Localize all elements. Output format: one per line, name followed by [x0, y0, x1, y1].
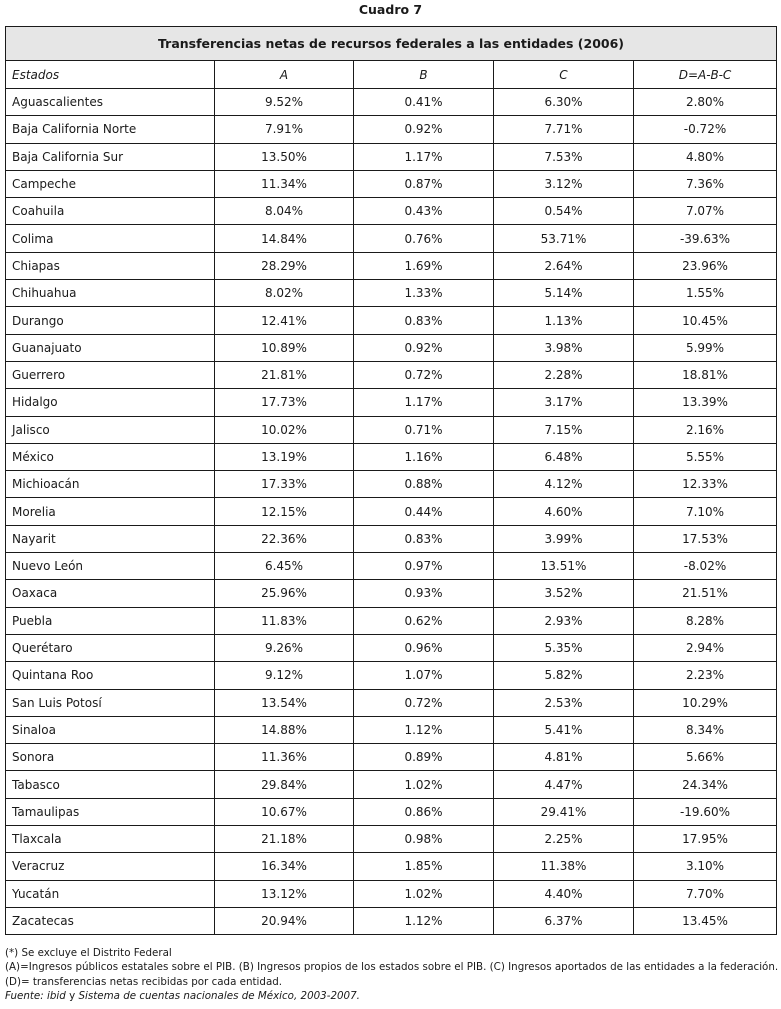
cell-c: 3.17% [494, 389, 634, 416]
table-title: Transferencias netas de recursos federales a las entidades (2006) [6, 27, 777, 61]
cell-d: -8.02% [634, 553, 777, 580]
note-d-definition: (D)= transferencias netas recibidas por cada entidad. [5, 975, 283, 988]
cell-a: 14.88% [215, 716, 354, 743]
cell-estado: Querétaro [6, 634, 215, 661]
cell-b: 1.33% [354, 280, 494, 307]
cell-estado: Colima [6, 225, 215, 252]
cell-d: -0.72% [634, 116, 777, 143]
table-row [6, 580, 777, 607]
cell-d: 2.94% [634, 634, 777, 661]
cell-b: 0.83% [354, 307, 494, 334]
cell-b: 1.12% [354, 716, 494, 743]
cell-d: 2.23% [634, 662, 777, 689]
table-row [6, 771, 777, 798]
cell-estado: Jalisco [6, 416, 215, 443]
cell-c: 13.51% [494, 553, 634, 580]
cell-estado: Michioacán [6, 471, 215, 498]
cell-estado: Sinaloa [6, 716, 215, 743]
header-c: C [494, 61, 634, 89]
table-row [6, 798, 777, 825]
cell-a: 7.91% [215, 116, 354, 143]
cell-c: 4.60% [494, 498, 634, 525]
cell-c: 5.35% [494, 634, 634, 661]
cell-c: 3.12% [494, 170, 634, 197]
cell-d: 1.55% [634, 280, 777, 307]
cell-b: 0.41% [354, 89, 494, 116]
cell-a: 9.26% [215, 634, 354, 661]
cell-a: 22.36% [215, 525, 354, 552]
cell-b: 1.02% [354, 880, 494, 907]
header-b: B [354, 61, 494, 89]
cell-b: 1.07% [354, 662, 494, 689]
cell-d: 13.45% [634, 907, 777, 934]
cell-a: 10.02% [215, 416, 354, 443]
cell-b: 0.86% [354, 798, 494, 825]
cell-a: 13.19% [215, 443, 354, 470]
cell-a: 6.45% [215, 553, 354, 580]
cell-b: 0.96% [354, 634, 494, 661]
cell-c: 2.53% [494, 689, 634, 716]
table-row [6, 634, 777, 661]
cell-d: 2.16% [634, 416, 777, 443]
table-row [6, 389, 777, 416]
cell-b: 1.69% [354, 252, 494, 279]
cell-c: 6.30% [494, 89, 634, 116]
cell-c: 4.81% [494, 744, 634, 771]
table-row [6, 498, 777, 525]
cell-estado: Baja California Sur [6, 143, 215, 170]
cell-d: 23.96% [634, 252, 777, 279]
cell-a: 8.02% [215, 280, 354, 307]
cell-c: 7.15% [494, 416, 634, 443]
cell-estado: Durango [6, 307, 215, 334]
cell-estado: Zacatecas [6, 907, 215, 934]
cell-d: 12.33% [634, 471, 777, 498]
cell-a: 9.52% [215, 89, 354, 116]
cell-estado: Tamaulipas [6, 798, 215, 825]
note-source [5, 989, 777, 1003]
cell-d: 4.80% [634, 143, 777, 170]
cell-d: 8.34% [634, 716, 777, 743]
cell-c: 3.99% [494, 525, 634, 552]
table-row [6, 853, 777, 880]
cell-a: 12.41% [215, 307, 354, 334]
cell-estado: Guerrero [6, 361, 215, 388]
cell-b: 1.02% [354, 771, 494, 798]
cell-c: 6.37% [494, 907, 634, 934]
note-definitions: (A)=Ingresos públicos estatales sobre el PIB. (B) Ingresos propios de los estados sobre el PIB. (C) Ingresos aportados de las entidades a la federación. [5, 961, 779, 974]
cell-a: 11.34% [215, 170, 354, 197]
cell-b: 0.44% [354, 498, 494, 525]
table-row [6, 826, 777, 853]
cell-c: 2.28% [494, 361, 634, 388]
cell-estado: Sonora [6, 744, 215, 771]
cell-b: 0.97% [354, 553, 494, 580]
table-row [6, 280, 777, 307]
cell-estado: Chiapas [6, 252, 215, 279]
cell-b: 0.87% [354, 170, 494, 197]
source-reference: Sistema de cuentas nacionales de México, 2003-2007. [78, 989, 360, 1002]
cell-a: 17.33% [215, 471, 354, 498]
table-row [6, 143, 777, 170]
cell-estado: Aguascalientes [6, 89, 215, 116]
cell-b: 0.88% [354, 471, 494, 498]
source-label: Fuente: [5, 989, 44, 1002]
cell-b: 1.12% [354, 907, 494, 934]
cell-a: 21.18% [215, 826, 354, 853]
cell-estado: Quintana Roo [6, 662, 215, 689]
cell-estado: Nuevo León [6, 553, 215, 580]
cell-estado: San Luis Potosí [6, 689, 215, 716]
cell-d: -39.63% [634, 225, 777, 252]
cell-b: 0.76% [354, 225, 494, 252]
table-row [6, 607, 777, 634]
cell-b: 0.92% [354, 116, 494, 143]
table-row [6, 744, 777, 771]
cell-c: 5.41% [494, 716, 634, 743]
cell-b: 0.43% [354, 198, 494, 225]
cell-d: 21.51% [634, 580, 777, 607]
cell-d: 8.28% [634, 607, 777, 634]
cell-b: 1.17% [354, 143, 494, 170]
cell-c: 4.12% [494, 471, 634, 498]
table-row [6, 880, 777, 907]
table-row [6, 225, 777, 252]
cell-d: -19.60% [634, 798, 777, 825]
table-row [6, 907, 777, 934]
table-row [6, 416, 777, 443]
cell-a: 11.83% [215, 607, 354, 634]
cell-estado: Yucatán [6, 880, 215, 907]
cell-c: 4.47% [494, 771, 634, 798]
cell-estado: Oaxaca [6, 580, 215, 607]
table-row [6, 525, 777, 552]
cell-c: 2.64% [494, 252, 634, 279]
cell-estado: Baja California Norte [6, 116, 215, 143]
cell-d: 5.99% [634, 334, 777, 361]
cell-c: 4.40% [494, 880, 634, 907]
cell-a: 13.50% [215, 143, 354, 170]
cell-d: 3.10% [634, 853, 777, 880]
cell-estado: Coahuila [6, 198, 215, 225]
cell-estado: Tlaxcala [6, 826, 215, 853]
cell-c: 53.71% [494, 225, 634, 252]
cell-d: 5.66% [634, 744, 777, 771]
cell-d: 7.70% [634, 880, 777, 907]
cell-b: 1.16% [354, 443, 494, 470]
transfers-table [5, 26, 777, 935]
cell-b: 0.83% [354, 525, 494, 552]
cell-a: 13.54% [215, 689, 354, 716]
cell-a: 13.12% [215, 880, 354, 907]
cell-c: 0.54% [494, 198, 634, 225]
table-row [6, 89, 777, 116]
cell-b: 0.93% [354, 580, 494, 607]
table-row [6, 553, 777, 580]
cell-c: 3.52% [494, 580, 634, 607]
cell-c: 5.82% [494, 662, 634, 689]
table-row [6, 662, 777, 689]
table-row [6, 689, 777, 716]
header-estados: Estados [6, 61, 215, 89]
cell-b: 1.85% [354, 853, 494, 880]
cell-d: 10.29% [634, 689, 777, 716]
cell-estado: Hidalgo [6, 389, 215, 416]
header-a: A [215, 61, 354, 89]
table-row [6, 116, 777, 143]
cell-estado: Guanajuato [6, 334, 215, 361]
table-notes [5, 946, 777, 1003]
cell-a: 16.34% [215, 853, 354, 880]
cell-estado: México [6, 443, 215, 470]
cell-a: 28.29% [215, 252, 354, 279]
cell-estado: Nayarit [6, 525, 215, 552]
cell-a: 8.04% [215, 198, 354, 225]
table-row [6, 716, 777, 743]
table-body [6, 89, 777, 935]
table-row [6, 334, 777, 361]
cell-estado: Chihuahua [6, 280, 215, 307]
cell-b: 0.92% [354, 334, 494, 361]
cell-a: 20.94% [215, 907, 354, 934]
table-caption: Cuadro 7 [358, 2, 423, 17]
cell-c: 3.98% [494, 334, 634, 361]
header-d: D=A-B-C [634, 61, 777, 89]
cell-a: 17.73% [215, 389, 354, 416]
table-row [6, 361, 777, 388]
cell-b: 0.72% [354, 689, 494, 716]
cell-d: 24.34% [634, 771, 777, 798]
cell-d: 18.81% [634, 361, 777, 388]
cell-estado: Tabasco [6, 771, 215, 798]
cell-estado: Morelia [6, 498, 215, 525]
cell-d: 5.55% [634, 443, 777, 470]
cell-d: 7.36% [634, 170, 777, 197]
cell-a: 29.84% [215, 771, 354, 798]
cell-a: 21.81% [215, 361, 354, 388]
cell-d: 7.10% [634, 498, 777, 525]
cell-estado: Campeche [6, 170, 215, 197]
cell-a: 9.12% [215, 662, 354, 689]
cell-estado: Puebla [6, 607, 215, 634]
cell-a: 12.15% [215, 498, 354, 525]
cell-b: 0.71% [354, 416, 494, 443]
cell-a: 10.67% [215, 798, 354, 825]
cell-c: 2.93% [494, 607, 634, 634]
cell-b: 1.17% [354, 389, 494, 416]
source-and: y [65, 989, 79, 1002]
cell-c: 6.48% [494, 443, 634, 470]
note-excluded: (*) Se excluye el Distrito Federal [5, 947, 172, 959]
table-row [6, 198, 777, 225]
cell-c: 7.53% [494, 143, 634, 170]
cell-d: 7.07% [634, 198, 777, 225]
cell-d: 17.95% [634, 826, 777, 853]
cell-c: 11.38% [494, 853, 634, 880]
cell-d: 13.39% [634, 389, 777, 416]
cell-c: 5.14% [494, 280, 634, 307]
cell-d: 2.80% [634, 89, 777, 116]
table-row [6, 170, 777, 197]
cell-c: 2.25% [494, 826, 634, 853]
table-row [6, 443, 777, 470]
cell-b: 0.62% [354, 607, 494, 634]
cell-a: 10.89% [215, 334, 354, 361]
table-row [6, 252, 777, 279]
cell-a: 11.36% [215, 744, 354, 771]
cell-d: 10.45% [634, 307, 777, 334]
cell-c: 7.71% [494, 116, 634, 143]
cell-c: 1.13% [494, 307, 634, 334]
cell-b: 0.72% [354, 361, 494, 388]
cell-estado: Veracruz [6, 853, 215, 880]
source-ibid: ibid [47, 989, 66, 1002]
table-row [6, 471, 777, 498]
header-row [6, 61, 777, 89]
cell-d: 17.53% [634, 525, 777, 552]
cell-a: 14.84% [215, 225, 354, 252]
cell-b: 0.98% [354, 826, 494, 853]
cell-c: 29.41% [494, 798, 634, 825]
cell-a: 25.96% [215, 580, 354, 607]
table-row [6, 307, 777, 334]
cell-b: 0.89% [354, 744, 494, 771]
